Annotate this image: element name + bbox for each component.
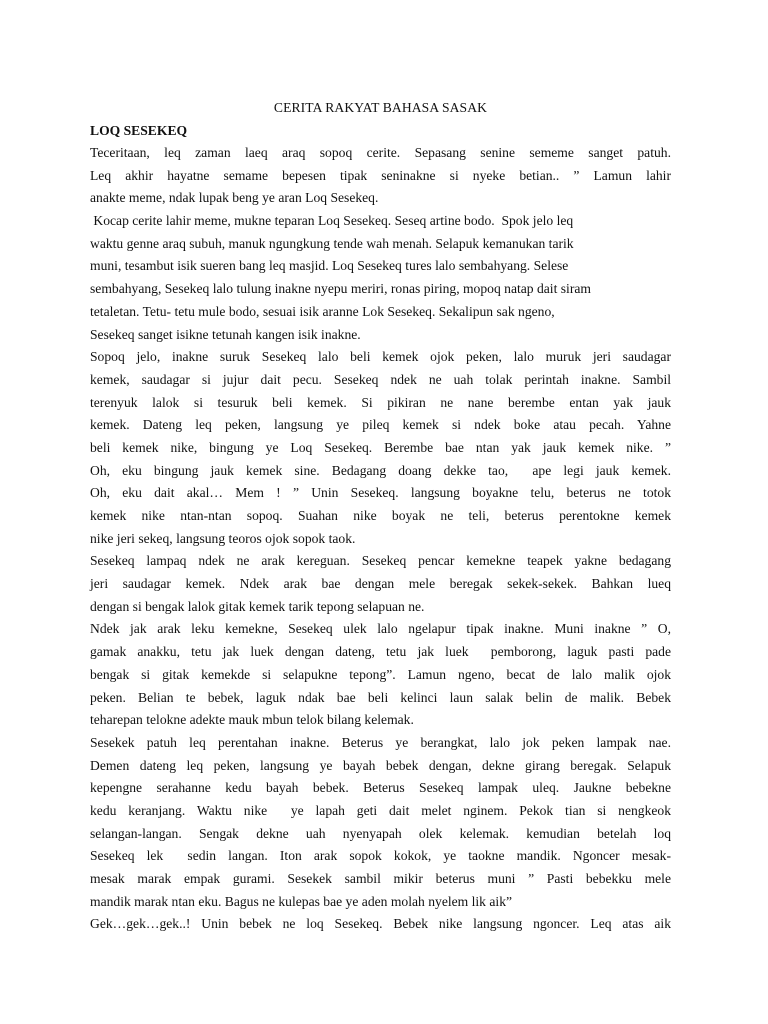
- story-body: [90, 142, 671, 936]
- text-line: jeri saudagar kemek. Ndek arak bae dengan mele beregak sekek-sekek. Bahkan lueq: [90, 576, 671, 592]
- text-line: anakte meme, ndak lupak beng ye aran Loq Sesekeq.: [90, 190, 379, 206]
- text-line: Sesekeq lek sedin langan. Iton arak sopok kokok, ye taokne mandik. Ngoncer mesak-: [90, 848, 671, 864]
- text-line: kemek nike ntan-ntan sopoq. Suahan nike boyak ne teli, beterus perentokne kemek: [90, 508, 671, 523]
- text-line: Teceritaan, leq zaman laeq araq sopoq cerite. Sepasang senine sememe sanget patuh.: [90, 145, 671, 160]
- text-line: Ndek jak arak leku kemekne, Sesekeq ulek lalo ngelapur tipak inakne. Muni inakne ” O,: [90, 621, 671, 637]
- text-line: kedu keranjang. Waktu nike ye lapah geti dait melet nginem. Pekok tian si nengkeok: [90, 802, 671, 818]
- text-line: peken. Belian te bebek, laguk ndak bae beli kelinci laun salak belin de malik. Bebek: [90, 689, 671, 705]
- text-line: gamak anakku, tetu jak luek dengan dateng, tetu jak luek pemborong, laguk pasti pade: [90, 644, 671, 660]
- text-line: Oh, eku dait akal… Mem ! ” Unin Sesekeq. langsung boyakne telu, beterus ne totok: [90, 485, 671, 501]
- text-line: dengan si bengak lalok gitak kemek tarik tepong selapuan ne.: [90, 598, 425, 614]
- text-line: Oh, eku bingung jauk kemek sine. Bedagang doang dekke tao, ape legi jauk kemek.: [90, 462, 671, 478]
- text-line: Gek…gek…gek..! Unin bebek ne loq Sesekeq. Bebek nike langsung ngoncer. Leq atas aik: [90, 916, 671, 932]
- text-line: Sesekeq lampaq ndek ne arak kereguan. Sesekeq pencar kemekne teapek yakne bedagang: [90, 553, 671, 569]
- text-line: Sopoq jelo, inakne suruk Sesekeq lalo beli kemek ojok peken, lalo muruk jeri saudagar: [90, 349, 671, 365]
- text-line: beli kemek nike, bingung ye Loq Sesekeq. Berembe bae ntan yak jauk kemek nike. ”: [90, 439, 671, 455]
- text-line: bengak si gitak kemekde si selapukne tepong”. Lamun ngeno, becat de lalo malik ojok: [90, 666, 671, 682]
- text-line: Leq akhir hayatne semame bepesen tipak seninakne si nyeke betian.. ” Lamun lahir: [90, 167, 671, 183]
- text-line: kemek, saudagar si jujur dait pecu. Sesekeq ndek ne uah tolak perintah inakne. Sambil: [90, 371, 671, 387]
- text-line: terenyuk lalok si tesuruk beli kemek. Si pikiran ne nane berembe entan yak jauk: [90, 394, 671, 410]
- text-line: waktu genne araq subuh, manuk ngungkung tende wah menah. Selapuk kemanukan tarik: [90, 235, 574, 251]
- text-line: mandik marak ntan eku. Bagus ne kulepas bae ye aden molah nyelem lik aik”: [90, 893, 513, 909]
- text-line: Demen dateng leq peken, langsung ye bayah bebek dengan, dekne girang beregak. Selapuk: [90, 757, 671, 773]
- text-line: kemek. Dateng leq peken, langsung ye pileq kemek si ndek boke atau pecah. Yahne: [90, 417, 671, 433]
- document-page: [90, 96, 671, 936]
- text-line: tetaletan. Tetu- tetu mule bodo, sesuai isik aranne Lok Sesekeq. Sekalipun sak ngeno,: [90, 303, 555, 319]
- text-line: sembahyang, Sesekeq lalo tulung inakne nyepu meriri, ronas piring, mopoq natap dait siram: [90, 281, 591, 297]
- text-line: selangan-langan. Sengak dekne uah nyenyapah olek kelemak. kemudian betelah loq: [90, 825, 671, 841]
- story-title: LOQ SESEKEQ: [90, 123, 188, 138]
- text-line: mesak marak empak gurami. Sesekek sambil mikir beterus muni ” Pasti bebekku mele: [90, 871, 671, 886]
- text-line: kepengne serahanne kedu bayah bebek. Beterus Sesekeq lampak uleq. Jaukne bebekne: [90, 780, 671, 796]
- text-line: nike jeri sekeq, langsung teoros ojok sopok taok.: [90, 530, 356, 546]
- text-line: Sesekek patuh leq perentahan inakne. Beterus ye berangkat, lalo jok peken lampak nae.: [90, 734, 671, 750]
- text-line: teharepan telokne adekte mauk mbun telok bilang kelemak.: [90, 712, 414, 728]
- text-line: Sesekeq sanget isikne tetunah kangen isik inakne.: [90, 326, 361, 342]
- document-heading: CERITA RAKYAT BAHASA SASAK: [273, 100, 488, 115]
- text-line: Kocap cerite lahir meme, mukne teparan Loq Sesekeq. Seseq artine bodo. Spok jelo leq: [90, 213, 574, 229]
- text-line: muni, tesambut isik sueren bang leq masjid. Loq Sesekeq tures lalo sembahyang. Selese: [90, 258, 569, 274]
